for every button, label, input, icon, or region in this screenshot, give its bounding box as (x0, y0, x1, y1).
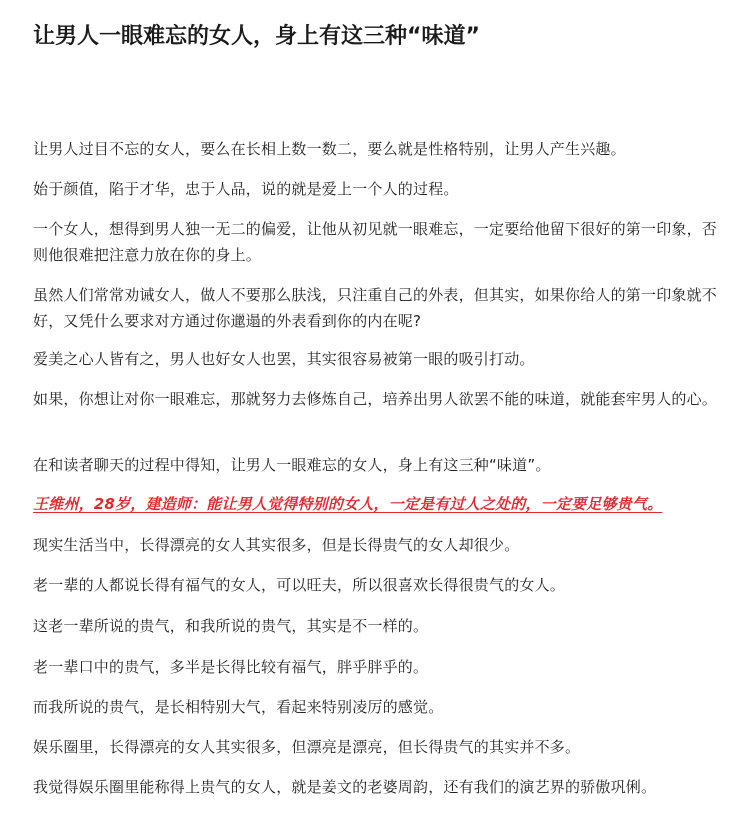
paragraph: 我觉得娱乐圈里能称得上贵气的女人，就是姜文的老婆周韵，还有我们的演艺界的骄傲巩俐。 (33, 778, 657, 796)
paragraph: 如果，你想让对你一眼难忘，那就努力去修炼自己，培养出男人欲罢不能的味道，就能套牢男人的心。 (33, 390, 718, 408)
paragraph: 而我所说的贵气，是长相特别大气，看起来特别凌厉的感觉。 (33, 698, 444, 716)
paragraph: 爱美之心人皆有之，男人也好女人也罢，其实很容易被第一眼的吸引打动。 (33, 350, 535, 368)
paragraph: 老一辈的人都说长得有福气的女人，可以旺夫，所以很喜欢长得很贵气的女人。 (33, 576, 566, 594)
paragraph: 现实生活当中，长得漂亮的女人其实很多，但是长得贵气的女人却很少。 (33, 536, 520, 554)
paragraph: 老一辈口中的贵气，多半是长得比较有福气，胖乎胖乎的。 (33, 658, 429, 676)
paragraph: 虽然人们常常劝诫女人，做人不要那么肤浅，只注重自己的外表，但其实，如果你给人的第一印象就不好，又凭什么要求对方通过你邋遢的外表看到你的内在呢? (33, 286, 718, 330)
article-title: 让男人一眼难忘的女人，身上有这三种“味道” (33, 24, 480, 49)
highlighted-quote: 王维州，28岁，建造师：能让男人觉得特别的女人，一定是有过人之处的，一定要足够贵气。 (33, 495, 663, 513)
paragraph: 娱乐圈里，长得漂亮的女人其实很多，但漂亮是漂亮，但长得贵气的其实并不多。 (33, 738, 581, 756)
paragraph: 始于颜值，陷于才华，忠于人品，说的就是爱上一个人的过程。 (33, 180, 459, 198)
paragraph: 一个女人，想得到男人独一无二的偏爱，让他从初见就一眼难忘，一定要给他留下很好的第一印象，否则他很难把注意力放在你的身上。 (33, 220, 718, 264)
paragraph: 在和读者聊天的过程中得知，让男人一眼难忘的女人，身上有这三种“味道”。 (33, 456, 551, 474)
paragraph: 让男人过目不忘的女人，要么在长相上数一数二，要么就是性格特别，让男人产生兴趣。 (33, 140, 626, 158)
paragraph: 这老一辈所说的贵气，和我所说的贵气，其实是不一样的。 (33, 617, 429, 635)
